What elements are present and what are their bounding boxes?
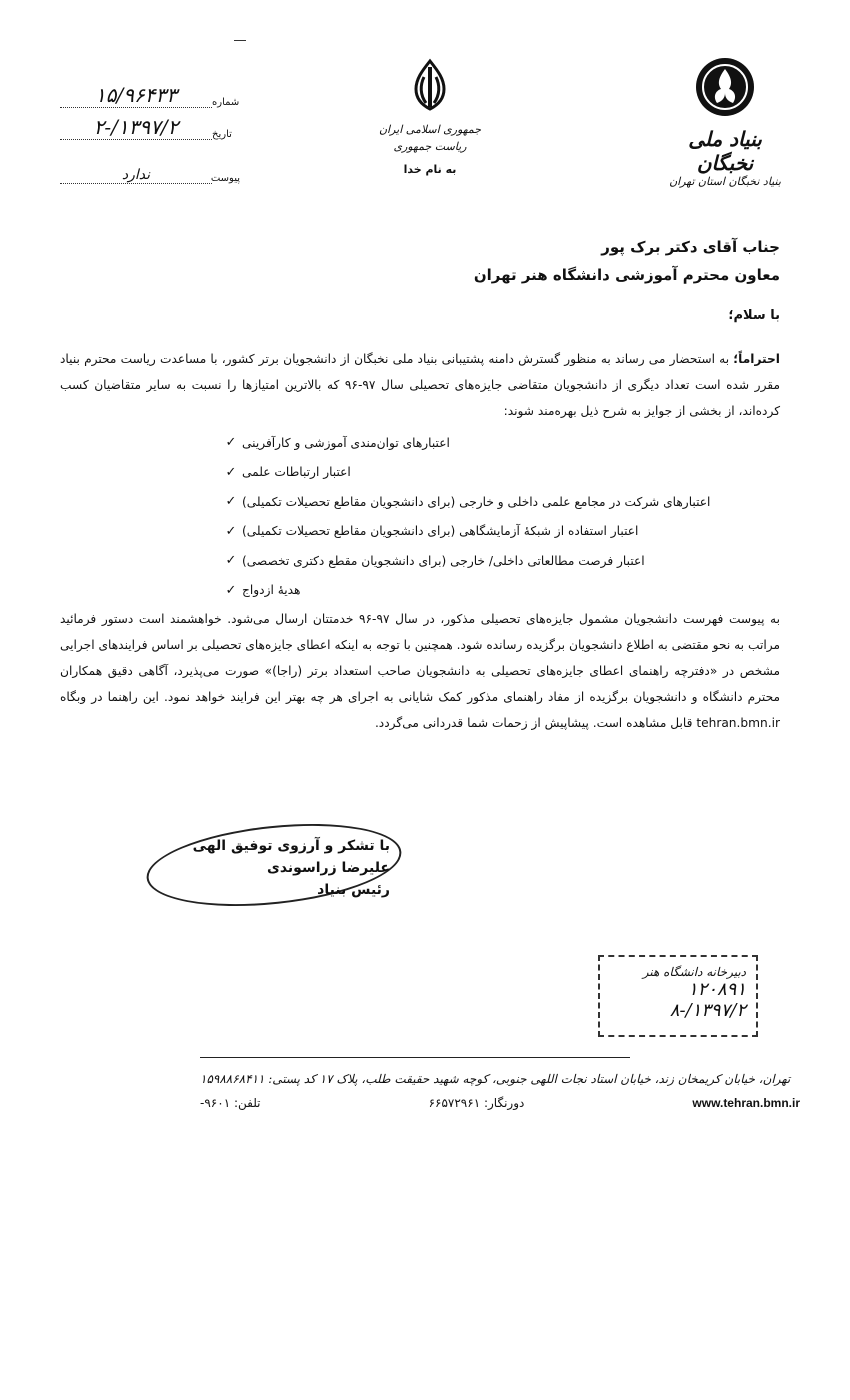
footer (200, 1072, 800, 1120)
country-name: جمهوری اسلامی ایران (378, 123, 482, 136)
foundation-logo-block (660, 55, 790, 188)
date-value: ۱۳۹۷/۲/-۲ (60, 115, 212, 140)
intro-paragraph (60, 346, 780, 424)
footer-divider (200, 1057, 630, 1058)
list-item: ✓ اعتبارهای توان‌مندی آموزشی و کارآفرینی (220, 428, 780, 458)
intro-salutation: احتراماً؛ (733, 352, 780, 366)
footer-fax: دورنگار: ۶۶۵۷۲۹۶۱ (428, 1096, 525, 1110)
body-paragraph: به پیوست فهرست دانشجویان مشمول جایزه‌های تحصیلی مذکور، در سال ۹۷-۹۶ خدمتتان ارسال می‌شود. خواهشمند است دستور فرمائید مراتب به نحو مقتضی به اطلاع دانشجویان برگزیده رسانده شود. همچنین با توجه به اینکه اعطای جایزه‌های تحصیلی بر اساس فرایندهای اجرایی مشخص در «دفترچه راهنمای اعطای جایزه‌های تحصیلی به دانشجویان صاحب استعداد برتر (راجا)» صورت می‌پذیرد، آگاهی دقیق همکاران محترم دانشگاه و دانشجویان برگزیده از مفاد راهنمای مذکور کمک شایانی به اجرای هر چه بهتر این فرایند خواهد نمود. این راهنما در وبگاه tehran.bmn.ir قابل مشاهده است. پیشاپیش از زحمات شما قدردانی می‌گردد. (60, 612, 780, 730)
government-header (360, 55, 500, 176)
receipt-stamp (598, 955, 758, 1037)
footer-website[interactable]: www.tehran.bmn.ir (692, 1096, 800, 1110)
closing-wish: با تشکر و آرزوی توفیق الهی (192, 838, 390, 854)
attachment-row (60, 156, 240, 184)
stamp-date: ۱۳۹۷/۲/-۸ (669, 1000, 746, 1021)
footer-address-row (200, 1072, 800, 1086)
list-item: ✓ اعتبارهای شرکت در مجامع علمی داخلی و خارجی (برای دانشجویان مقاطع تحصیلات تکمیلی) (220, 487, 780, 517)
check-icon: ✓ (225, 464, 237, 480)
presidency-name: ریاست جمهوری (393, 140, 467, 153)
addressee (280, 238, 780, 294)
letter-date-row (60, 112, 240, 140)
list-item: ✓ اعتبار استفاده از شبکهٔ آزمایشگاهی (برای دانشجویان مقاطع تحصیلات تکمیلی) (220, 517, 780, 547)
foundation-logo-icon (693, 55, 757, 119)
attachment-value: ندارد (60, 167, 212, 184)
stamp-number: ۱۲۰۸۹۱ (687, 979, 746, 1000)
letter-number-row (60, 80, 240, 108)
addressee-name: جناب آقای دکتر برک پور (601, 238, 780, 256)
list-item: ✓ اعتبار ارتباطات علمی (220, 458, 780, 488)
bismillah: به نام خدا (403, 163, 457, 176)
stamp-office: دبیرخانه دانشگاه هنر (642, 965, 746, 979)
check-icon: ✓ (225, 494, 237, 510)
number-label: شماره (212, 97, 240, 108)
number-value: ۱۵/۹۶۴۳۳ (60, 83, 212, 108)
date-label: تاریخ (212, 129, 232, 140)
check-icon: ✓ (225, 523, 237, 539)
footer-contact-row (200, 1096, 800, 1110)
awards-list (220, 428, 780, 605)
check-icon: ✓ (225, 582, 237, 598)
greeting: با سلام؛ (728, 308, 780, 323)
footer-phone: تلفن: ۹۶۰۱- (200, 1096, 261, 1110)
intro-text: به استحضار می رساند به منظور گسترش دامنه پشتیبانی بنیاد ملی نخبگان از دانشجویان برتر کشور، با مساعدت ریاست محترم بنیاد مقرر شده است تعداد دیگری از دانشجویان متقاضی جایزه‌های تحصیلی سال ۹۷-۹۶ که بالاترین امتیازها را نسبت به سایر متقاضیان کسب کرده‌اند، از بخشی از جوایز به شرح ذیل بهره‌مند شوند: (60, 352, 780, 418)
check-icon: ✓ (225, 553, 237, 569)
iran-emblem-icon (400, 55, 460, 115)
addressee-title: معاون محترم آموزشی دانشگاه هنر تهران (473, 266, 780, 284)
foundation-name: بنیاد ملی نخبگان (688, 127, 762, 175)
signer-name: علیرضا زراسوندی (267, 860, 390, 876)
top-mark (234, 40, 246, 41)
footer-address: تهران، خیابان کریمخان زند، خیابان استاد نجات اللهی جنوبی، کوچه شهید حقیقت طلب، پلاک ۱۷ کد پستی: ۱۵۹۸۸۶۸۴۱۱ (200, 1072, 791, 1086)
signer-title: رئیس بنیاد (317, 882, 390, 898)
foundation-branch: بنیاد نخبگان استان تهران (669, 175, 781, 188)
list-item: ✓ اعتبار فرصت مطالعاتی داخلی/ خارجی (برای دانشجویان مقطع دکتری تخصصی) (220, 546, 780, 576)
attachment-label: پیوست (210, 173, 240, 184)
check-icon: ✓ (225, 435, 237, 451)
closing-block (150, 838, 390, 904)
list-item: ✓ هدیهٔ ازدواج (220, 576, 780, 606)
